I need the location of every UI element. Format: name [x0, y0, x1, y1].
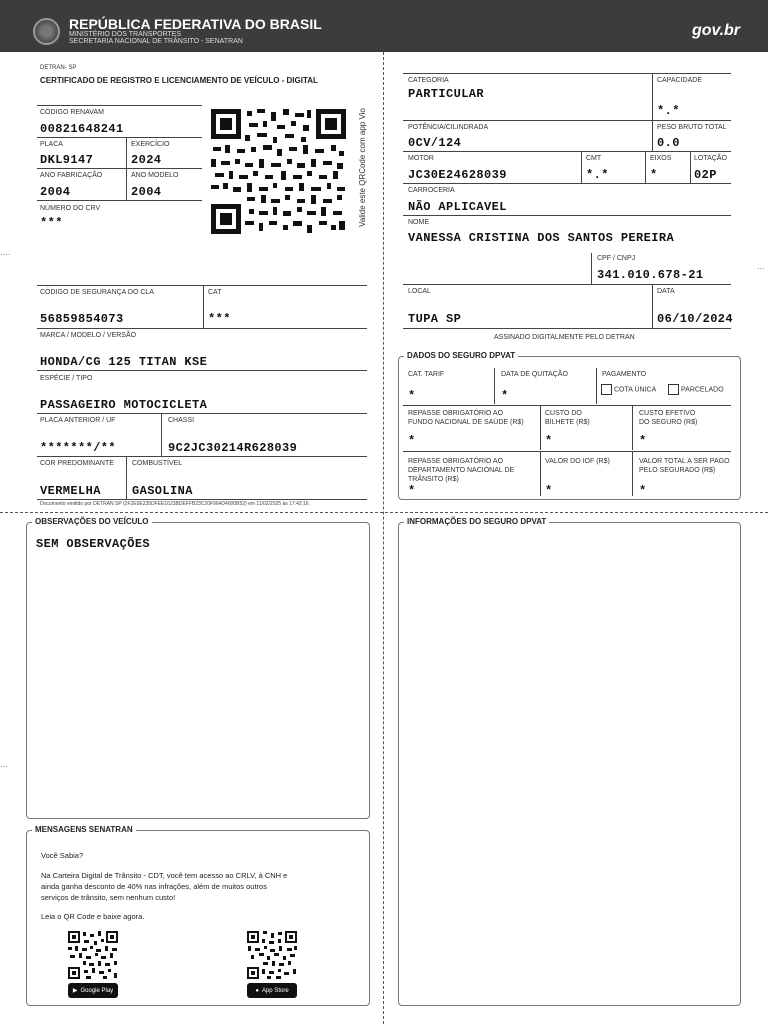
lotacao-label: LOTAÇÃO [694, 155, 727, 162]
especie-value: PASSAGEIRO MOTOCICLETA [40, 398, 208, 412]
carroceria-label: CARROCERIA [408, 187, 455, 194]
mensagens-cta: Leia o QR Code e baixe agora. [41, 912, 145, 921]
nome-value: VANESSA CRISTINA DOS SANTOS PEREIRA [408, 231, 675, 245]
data-value: 06/10/2024 [657, 312, 734, 326]
apple-icon: ● [255, 987, 259, 994]
google-play-badge[interactable] [68, 983, 118, 998]
pagamento-label: PAGAMENTO [602, 371, 647, 378]
app-store-label: App Store [261, 987, 289, 994]
parcelado-label: PARCELADO [681, 386, 724, 394]
ano-modelo-label: ANO MODELO [131, 172, 179, 179]
repasse-dnt-label-2: DEPARTAMENTO NACIONAL DE [408, 467, 515, 474]
motor-label: MOTOR [408, 155, 434, 162]
renavam-label: CÓDIGO RENAVAM [40, 109, 104, 116]
chassi-value: 9C2JC30214R628039 [168, 441, 298, 455]
cor-label: COR PREDOMINANTE [40, 460, 114, 467]
header-bar [0, 0, 768, 52]
document-title: CERTIFICADO DE REGISTRO E LICENCIAMENTO DE VEÍCULO - DIGITAL [40, 76, 318, 85]
custo-bilhete-label-1: CUSTO DO [545, 410, 582, 417]
exercicio-value: 2024 [131, 153, 162, 167]
categoria-label: CATEGORIA [408, 77, 449, 84]
nome-label: NOME [408, 219, 429, 226]
header-title: REPÚBLICA FEDERATIVA DO BRASIL [69, 16, 322, 32]
fold-mark: ··· [0, 762, 8, 771]
codigo-seguranca-value: 56859854073 [40, 312, 124, 326]
placa-value: DKL9147 [40, 153, 94, 167]
repasse-fns-label-1: REPASSE OBRIGATÓRIO AO [408, 410, 504, 417]
cmt-value: *.* [586, 168, 609, 182]
cpf-value: 341.010.678-21 [597, 268, 704, 282]
repasse-fns-value: * [408, 434, 416, 448]
data-quitacao-label: DATA DE QUITAÇÃO [501, 371, 568, 378]
parcelado-option[interactable] [668, 384, 724, 395]
placa-label: PLACA [40, 141, 63, 148]
custo-efetivo-label-2: DO SEGURO (R$) [639, 419, 698, 426]
custo-efetivo-label-1: CUSTO EFETIVO [639, 410, 696, 417]
custo-efetivo-value: * [639, 434, 647, 448]
placa-anterior-value: *******/** [40, 441, 117, 455]
chassi-label: CHASSI [168, 417, 195, 424]
cat-tarif-value: * [408, 389, 416, 403]
ano-fabricacao-value: 2004 [40, 185, 71, 199]
qr-caption: Valide este QRCode com app Vio [358, 108, 367, 227]
observacoes-title: OBSERVAÇÕES DO VEÍCULO [32, 517, 152, 526]
google-play-qr-code[interactable] [68, 931, 118, 979]
carroceria-value: NÃO APLICAVEL [408, 200, 507, 214]
valor-total-label-2: PELO SEGURADO (R$) [639, 467, 716, 474]
cmt-label: CMT [586, 155, 602, 162]
especie-label: ESPÉCIE / TIPO [40, 375, 93, 382]
iof-label: VALOR DO IOF (R$) [545, 458, 610, 465]
combustivel-value: GASOLINA [132, 484, 193, 498]
numero-crv-label: NÚMERO DO CRV [40, 205, 101, 212]
repasse-dnt-value: * [408, 484, 416, 498]
cota-unica-checkbox[interactable] [601, 384, 612, 395]
govbr-logo: gov.br [692, 22, 741, 39]
document-footer-note: Documento emitido por DETRAN SP (2F2E0E235DFEE1623BDEFFB23C20F964D4000B52) em 11/02/2025 às 17:42:16. [40, 501, 310, 507]
valor-total-label-1: VALOR TOTAL A SER PAGO [639, 458, 730, 465]
custo-bilhete-value: * [545, 434, 553, 448]
potencia-label: POTÊNCIA/CILINDRADA [408, 124, 489, 131]
header-subtitle-ministry: MINISTÉRIO DOS TRANSPORTES [69, 31, 182, 38]
categoria-value: PARTICULAR [408, 87, 485, 101]
marca-value: HONDA/CG 125 TITAN KSE [40, 355, 208, 369]
header-subtitle-senatran: SECRETARIA NACIONAL DE TRÂNSITO - SENATRAN [69, 38, 243, 45]
vertical-cut-line [383, 52, 384, 1024]
codigo-seguranca-label: CÓDIGO DE SEGURANÇA DO CLA [40, 289, 154, 296]
observacoes-box [26, 522, 370, 819]
ano-modelo-value: 2004 [131, 185, 162, 199]
cor-value: VERMELHA [40, 484, 101, 498]
eixos-value: * [650, 168, 658, 182]
local-label: LOCAL [408, 288, 431, 295]
cat-value: *** [208, 312, 231, 326]
dpvat-title: DADOS DO SEGURO DPVAT [404, 351, 518, 360]
app-store-badge[interactable] [247, 983, 297, 998]
renavam-value: 00821648241 [40, 122, 124, 136]
app-store-qr-code[interactable] [247, 931, 297, 979]
data-quitacao-value: * [501, 389, 509, 403]
motor-value: JC30E24628039 [408, 168, 507, 182]
repasse-dnt-label-3: TRÂNSITO (R$) [408, 476, 459, 483]
info-dpvat-box [398, 522, 741, 1006]
custo-bilhete-label-2: BILHETE (R$) [545, 419, 590, 426]
cat-tarif-label: CAT. TARIF [408, 371, 445, 378]
marca-label: MARCA / MODELO / VERSÃO [40, 332, 137, 339]
play-icon: ▶ [72, 988, 78, 994]
google-play-label: Google Play [80, 987, 114, 994]
cota-unica-option[interactable] [601, 384, 656, 395]
iof-value: * [545, 484, 553, 498]
cota-unica-label: COTA ÚNICA [614, 386, 657, 394]
peso-bruto-label: PESO BRUTO TOTAL [657, 124, 727, 131]
coat-of-arms-icon [33, 18, 60, 45]
lotacao-value: 02P [694, 168, 717, 182]
info-dpvat-title: INFORMAÇÕES DO SEGURO DPVAT [404, 517, 549, 526]
detran-label: DETRAN- SP [40, 65, 77, 71]
assinado-text: ASSINADO DIGITALMENTE PELO DETRAN [494, 334, 635, 341]
eixos-label: EIXOS [650, 155, 672, 162]
data-label: DATA [657, 288, 675, 295]
mensagens-line-3: serviços de trânsito, sem nenhum custo! [41, 893, 176, 902]
mensagens-line-1: Na Carteira Digital de Trânsito - CDT, você tem acesso ao CRLV, à CNH e [41, 871, 288, 880]
parcelado-checkbox[interactable] [668, 384, 679, 395]
horizontal-cut-line [0, 512, 768, 513]
mensagens-question: Você Sabia? [41, 851, 84, 860]
fold-mark: ··· [757, 264, 765, 273]
cpf-label: CPF / CNPJ [597, 255, 636, 262]
peso-bruto-value: 0.0 [657, 136, 680, 150]
mensagens-line-2: ainda ganha desconto de 40% nas infrações, além de muitos outros [41, 882, 267, 891]
repasse-dnt-label-1: REPASSE OBRIGATÓRIO AO [408, 458, 504, 465]
valor-total-value: * [639, 484, 647, 498]
placa-anterior-label: PLACA ANTERIOR / UF [40, 417, 116, 424]
mensagens-title: MENSAGENS SENATRAN [32, 825, 136, 834]
combustivel-label: COMBUSTÍVEL [132, 460, 183, 467]
cat-label: CAT [208, 289, 222, 296]
local-value: TUPA SP [408, 312, 462, 326]
validation-qr-code [211, 109, 346, 234]
exercicio-label: EXERCÍCIO [131, 141, 170, 148]
potencia-value: 0CV/124 [408, 136, 462, 150]
ano-fabricacao-label: ANO FABRICAÇÃO [40, 172, 103, 179]
fold-mark: ···· [0, 250, 11, 259]
capacidade-label: CAPACIDADE [657, 77, 702, 84]
capacidade-value: *.* [657, 104, 680, 118]
observacoes-text: SEM OBSERVAÇÕES [36, 537, 151, 551]
numero-crv-value: *** [40, 216, 63, 230]
repasse-fns-label-2: FUNDO NACIONAL DE SAÚDE (R$) [408, 419, 524, 426]
